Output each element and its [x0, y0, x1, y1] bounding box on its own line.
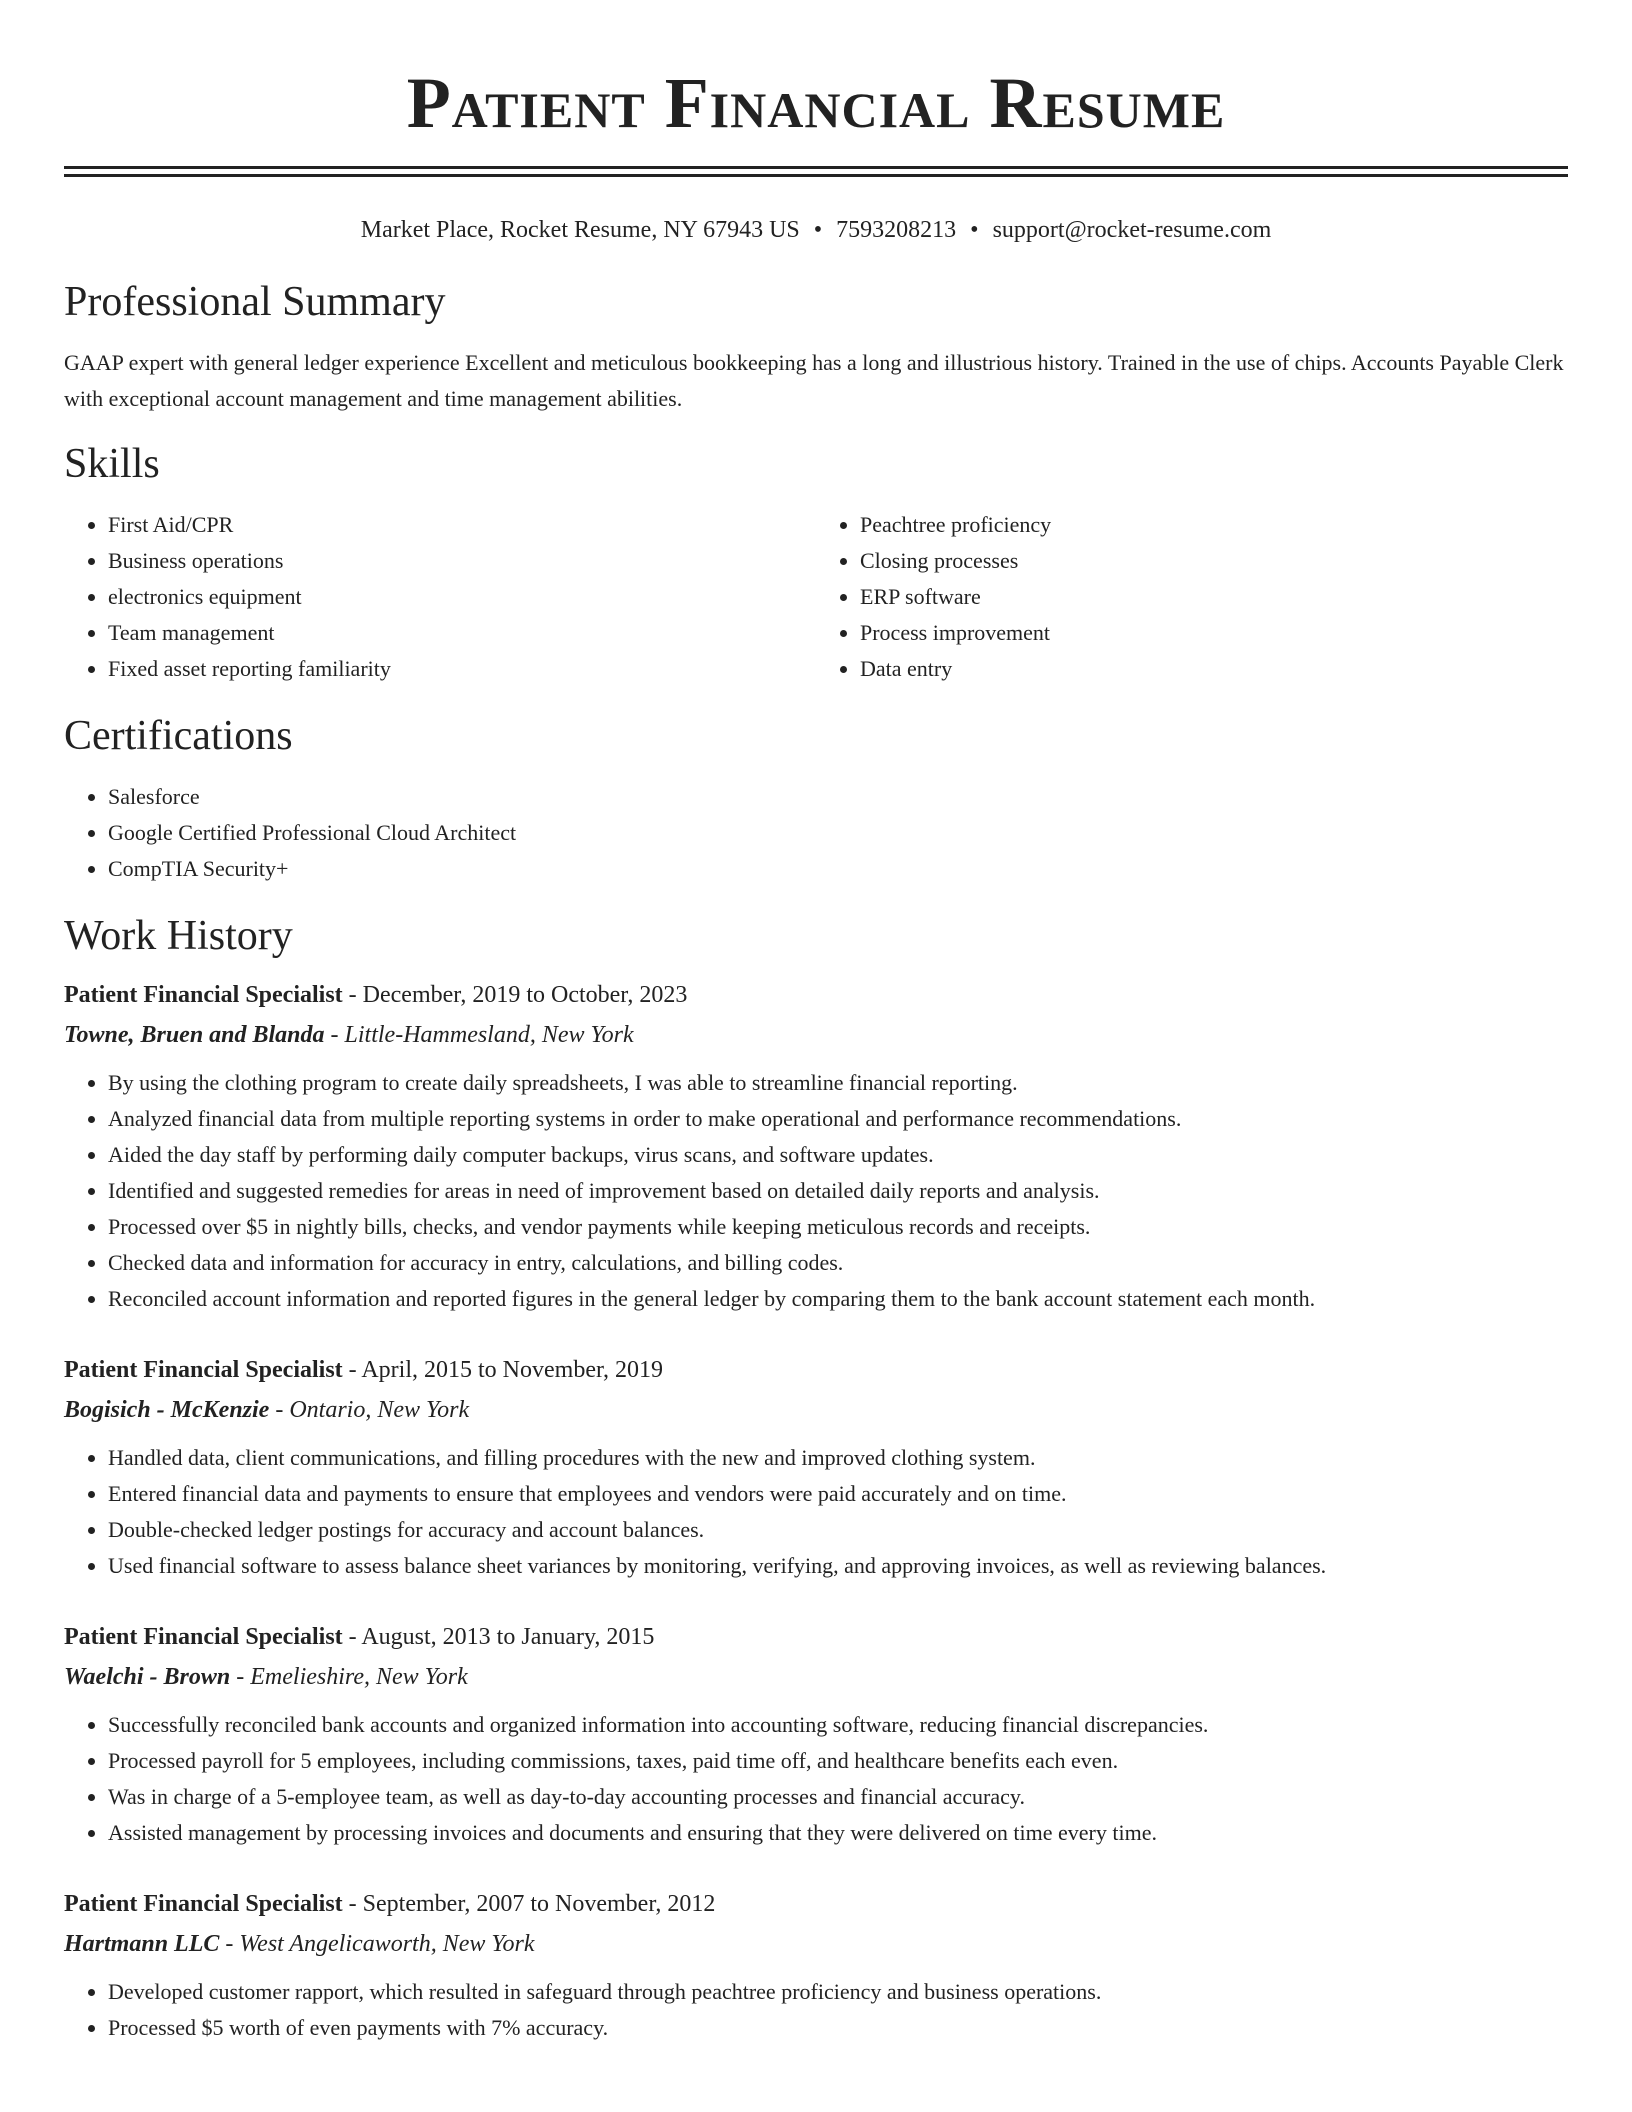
contact-email: support@rocket-resume.com [992, 217, 1272, 243]
job-bullet: • Identified and suggested remedies for areas in need of improvement based on detailed daily reports and analysis. [108, 1173, 1568, 1209]
job-bullets [64, 1440, 1568, 1584]
job-location: West Angelicaworth, New York [239, 1931, 535, 1957]
dash: - [230, 1664, 251, 1690]
job-bullet: • Processed $5 worth of even payments with 7% accuracy. [108, 2010, 1568, 2046]
job-bullet: • Used financial software to assess balance sheet variances by monitoring, verifying, and approving invoices, as well as reviewing balances. [108, 1548, 1568, 1584]
job-bullet: • Processed payroll for 5 employees, including commissions, taxes, paid time off, and healthcare benefits each even. [108, 1743, 1568, 1779]
certification-item: • Google Certified Professional Cloud Architect [108, 815, 1568, 851]
job-company-line [64, 1015, 1568, 1055]
job-title-line [64, 975, 1568, 1015]
job-bullet: • Checked data and information for accuracy in entry, calculations, and billing codes. [108, 1245, 1568, 1281]
job-dates: April, 2015 to November, 2019 [361, 1357, 664, 1383]
job-bullet: • Was in charge of a 5-employee team, as well as day-to-day accounting processes and financial accuracy. [108, 1779, 1568, 1815]
dash: - [269, 1397, 290, 1423]
dash: - [342, 1624, 362, 1650]
certification-item: • CompTIA Security+ [108, 851, 1568, 887]
job-bullet: • Double-checked ledger postings for accuracy and account balances. [108, 1512, 1568, 1548]
job-company-line [64, 1924, 1568, 1964]
job-company-line [64, 1390, 1568, 1430]
job-location: Ontario, New York [289, 1397, 470, 1423]
job-company-line [64, 1657, 1568, 1697]
job-location: Emelieshire, New York [250, 1664, 468, 1690]
job-bullet: • Assisted management by processing invoices and documents and ensuring that they were delivered on time every time. [108, 1815, 1568, 1851]
certifications-heading: Certifications [64, 713, 293, 759]
job-title: Patient Financial Specialist [64, 1891, 343, 1917]
job-bullets [64, 1065, 1568, 1317]
job-dates: August, 2013 to January, 2015 [361, 1624, 655, 1650]
job-bullet: • Entered financial data and payments to ensure that employees and vendors were paid accurately and on time. [108, 1476, 1568, 1512]
job-title: Patient Financial Specialist [64, 1357, 343, 1383]
resume-page [64, 0, 1568, 2046]
job-bullet: • Processed over $5 in nightly bills, checks, and vendor payments while keeping meticulous records and receipts. [108, 1209, 1568, 1245]
job-bullet: • Reconciled account information and reported figures in the general ledger by comparing them to the bank account statement each month. [108, 1281, 1568, 1317]
skill-item: • ERP software [860, 579, 1568, 615]
dash: - [342, 982, 363, 1008]
skill-item: • Peachtree proficiency [860, 507, 1568, 543]
job-bullet: • Handled data, client communications, and filling procedures with the new and improved clothing system. [108, 1440, 1568, 1476]
contact-separator: • [970, 217, 979, 243]
resume-title: Patient Financial Resume [406, 63, 1226, 143]
job-title-line [64, 1617, 1568, 1657]
job-dates: December, 2019 to October, 2023 [362, 982, 688, 1008]
skill-item: • Process improvement [860, 615, 1568, 651]
certification-item: • Salesforce [108, 779, 1568, 815]
job-bullet: • Developed customer rapport, which resulted in safeguard through peachtree proficiency and business operations. [108, 1974, 1568, 2010]
skills-heading: Skills [64, 441, 160, 487]
job-location: Little-Hammesland, New York [344, 1022, 634, 1048]
job-bullet: • Successfully reconciled bank accounts and organized information into accounting software, reducing financial discrepancies. [108, 1707, 1568, 1743]
job-bullet: • Analyzed financial data from multiple reporting systems in order to make operational and performance recommendations. [108, 1101, 1568, 1137]
job-title-line [64, 1884, 1568, 1924]
skill-item: • Fixed asset reporting familiarity [108, 651, 816, 687]
skill-item: • Data entry [860, 651, 1568, 687]
dash: - [219, 1931, 240, 1957]
skill-item: • Team management [108, 615, 816, 651]
dash: - [342, 1891, 363, 1917]
job-title: Patient Financial Specialist [64, 982, 343, 1008]
skills-list-left [64, 507, 816, 687]
job-entry [64, 1617, 1568, 1851]
dash: - [324, 1022, 345, 1048]
job-title-line [64, 1350, 1568, 1390]
contact-phone: 7593208213 [836, 217, 957, 243]
skills-columns [64, 507, 1568, 687]
contact-line [64, 215, 1568, 245]
job-entry [64, 1350, 1568, 1584]
job-company: Towne, Bruen and Blanda [64, 1022, 325, 1048]
job-entry [64, 1884, 1568, 2046]
job-company: Bogisich - McKenzie [64, 1397, 270, 1423]
job-bullets [64, 1974, 1568, 2046]
dash: - [342, 1357, 362, 1383]
skill-item: • electronics equipment [108, 579, 816, 615]
title-divider [64, 166, 1568, 177]
job-entry [64, 975, 1568, 1317]
job-bullet: • Aided the day staff by performing daily computer backups, virus scans, and software updates. [108, 1137, 1568, 1173]
job-dates: September, 2007 to November, 2012 [362, 1891, 716, 1917]
job-bullet: • By using the clothing program to create daily spreadsheets, I was able to streamline financial reporting. [108, 1065, 1568, 1101]
skill-item: • First Aid/CPR [108, 507, 816, 543]
summary-text: GAAP expert with general ledger experience Excellent and meticulous bookkeeping has a long and illustrious history. Trained in the use of chips. Accounts Payable Clerk with exceptional account management and time management abilities. [64, 350, 1564, 411]
job-bullets [64, 1707, 1568, 1851]
summary-heading: Professional Summary [64, 279, 446, 325]
contact-address: Market Place, Rocket Resume, NY 67943 US [360, 217, 800, 243]
contact-separator: • [813, 217, 823, 243]
skills-list-right [816, 507, 1568, 687]
skill-item: • Business operations [108, 543, 816, 579]
job-title: Patient Financial Specialist [64, 1624, 343, 1650]
skill-item: • Closing processes [860, 543, 1568, 579]
work-history-heading: Work History [64, 913, 293, 959]
job-company: Waelchi - Brown [64, 1664, 231, 1690]
certifications-list [64, 779, 1568, 887]
job-company: Hartmann LLC [64, 1931, 220, 1957]
